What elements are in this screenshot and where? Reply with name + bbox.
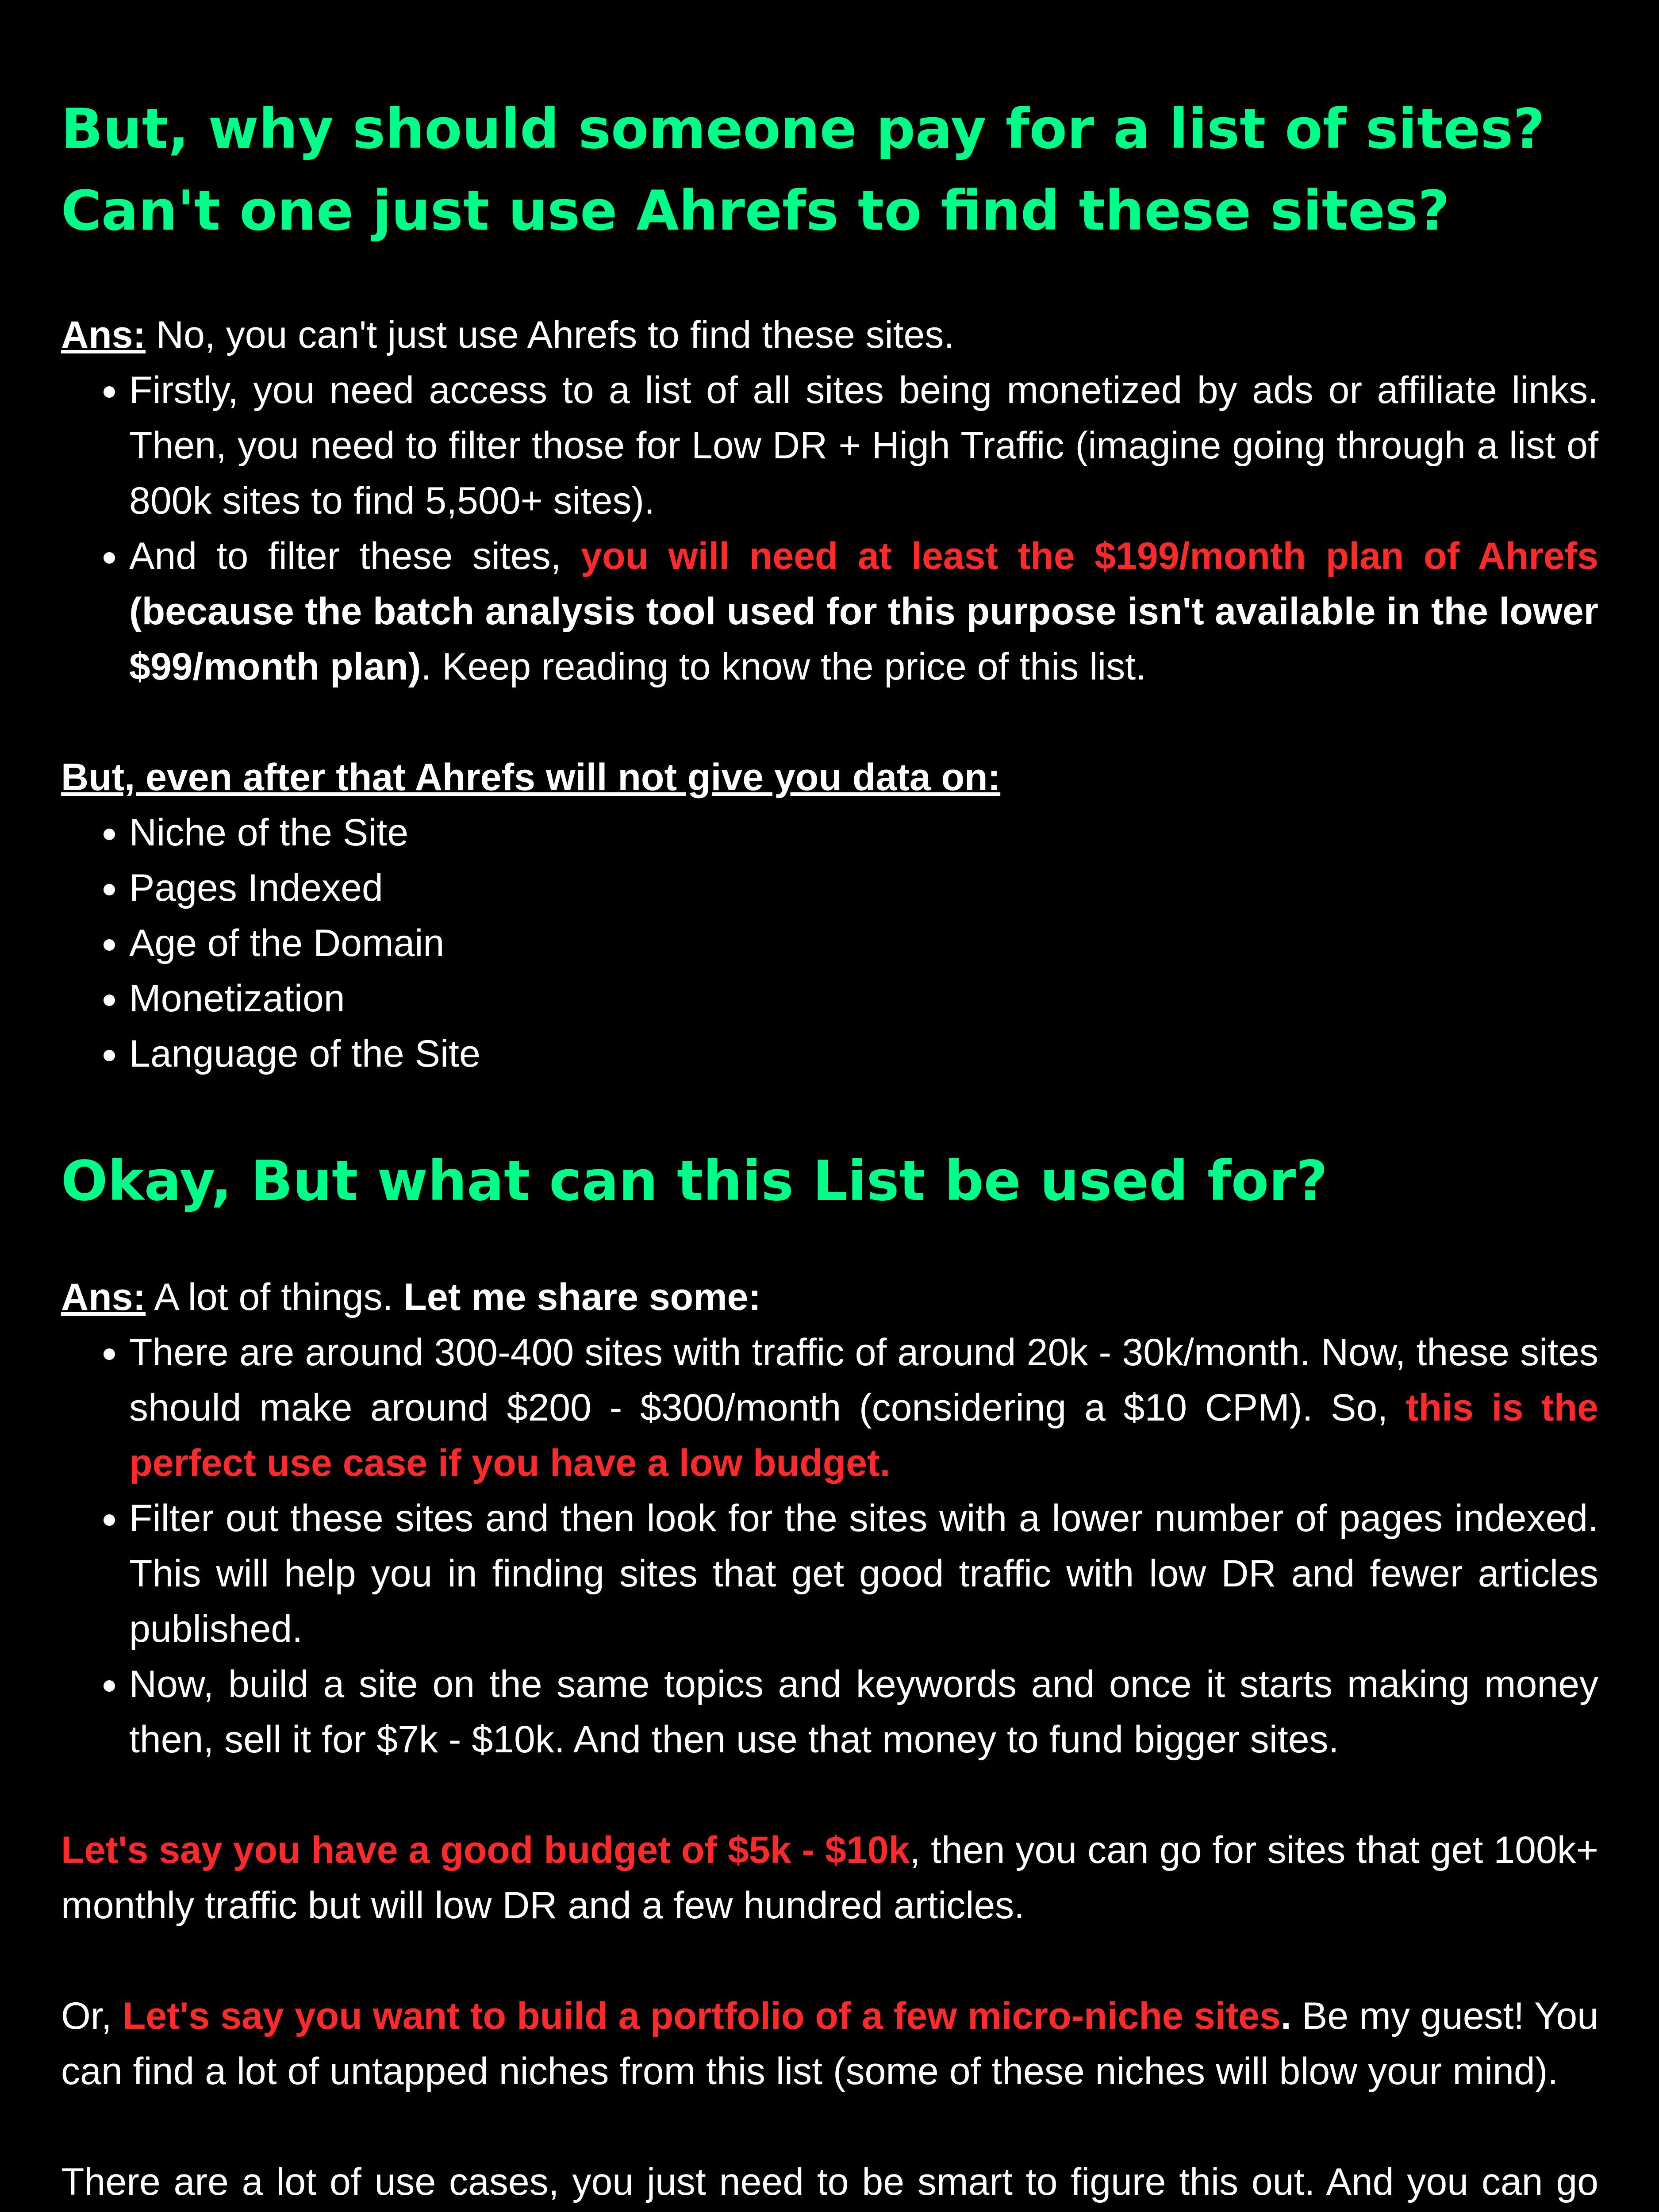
section2-heading-text: But, even after that Ahrefs will not give you data on: xyxy=(61,756,1001,799)
bold-text: (because the batch analysis tool used for this purpose isn't available in the lower $99/month plan) xyxy=(129,590,1598,688)
ans-label: Ans: xyxy=(61,314,146,356)
portfolio-paragraph xyxy=(61,1989,1598,2099)
red-highlight: you will need at least the $199/month plan of Ahrefs xyxy=(581,535,1598,577)
use-cases-paragraph: There are a lot of use cases, you just need to be smart to figure this out. And you can go xyxy=(61,2161,1598,2203)
paragraph-text: Be my guest! You can find a lot of untapped niches from this list (some of these niches will blow your mind). xyxy=(61,1995,1599,2093)
list-item: • Pages Indexed xyxy=(129,860,1598,916)
ans-text: No, you can't just use Ahrefs to find these sites. xyxy=(146,314,955,356)
red-highlight: this is the perfect use case if you have a low budget. xyxy=(129,1386,1598,1484)
section3-answer xyxy=(61,1270,1598,1325)
section1-heading: But, why should someone pay for a list of sites? Can't one just use Ahrefs to find these sites? xyxy=(61,97,1545,243)
budget-paragraph xyxy=(61,1823,1598,1933)
bullet-text: And to filter these sites, xyxy=(129,535,581,577)
list-item: • Now, build a site on the same topics and keywords and once it starts making money then, sell it for $7k - $10k. And then use that money to fund bigger sites. xyxy=(129,1657,1598,1767)
ans-label: Ans: xyxy=(61,1276,146,1318)
red-highlight: Let's say you have a good budget of $5k - $10k xyxy=(61,1829,910,1871)
bold-text: Let me share some: xyxy=(403,1276,761,1318)
list-item: • Filter out these sites and then look for the sites with a lower number of pages indexed. This will help you in finding sites that get good traffic with low DR and fewer articles published. xyxy=(129,1491,1598,1657)
bold-text: . xyxy=(1280,1995,1291,2037)
paragraph-text: , then you can go for sites that get 100k+ monthly traffic but will low DR and a few hundred articles. xyxy=(61,1829,1598,1927)
main-content xyxy=(61,88,1598,2212)
section2-heading xyxy=(61,750,1598,805)
section3-list xyxy=(61,1325,1598,1767)
list-item: • Firstly, you need access to a list of all sites being monetized by ads or affiliate links. Then, you need to filter those for Low DR + High Traffic (imagine going through a list of 800k sites to find 5,500+ sites). xyxy=(129,363,1598,529)
list-item: • Monetization xyxy=(129,971,1598,1026)
list-item: • Niche of the Site xyxy=(129,805,1598,860)
section1-list xyxy=(61,363,1598,695)
bullet-text: There are around 300-400 sites with traffic of around 20k - 30k/month. Now, these sites should make around $200 - $300/month (considering a $10 CPM). So, xyxy=(129,1331,1598,1429)
red-highlight: Let's say you want to build a portfolio of a few micro-niche sites xyxy=(122,1995,1281,2037)
paragraph-text: Or, xyxy=(61,1995,123,2037)
list-item xyxy=(129,529,1598,695)
bullet-text: . Keep reading to know the price of this list. xyxy=(421,645,1147,688)
list-item: • Age of the Domain xyxy=(129,916,1598,971)
list-item xyxy=(129,1325,1598,1491)
ans-text: A lot of things. xyxy=(146,1276,404,1318)
section1-answer xyxy=(61,307,1598,363)
section2-list xyxy=(61,805,1598,1082)
list-item: • Language of the Site xyxy=(129,1026,1598,1082)
section3-heading: Okay, But what can this List be used for? xyxy=(61,1149,1328,1213)
